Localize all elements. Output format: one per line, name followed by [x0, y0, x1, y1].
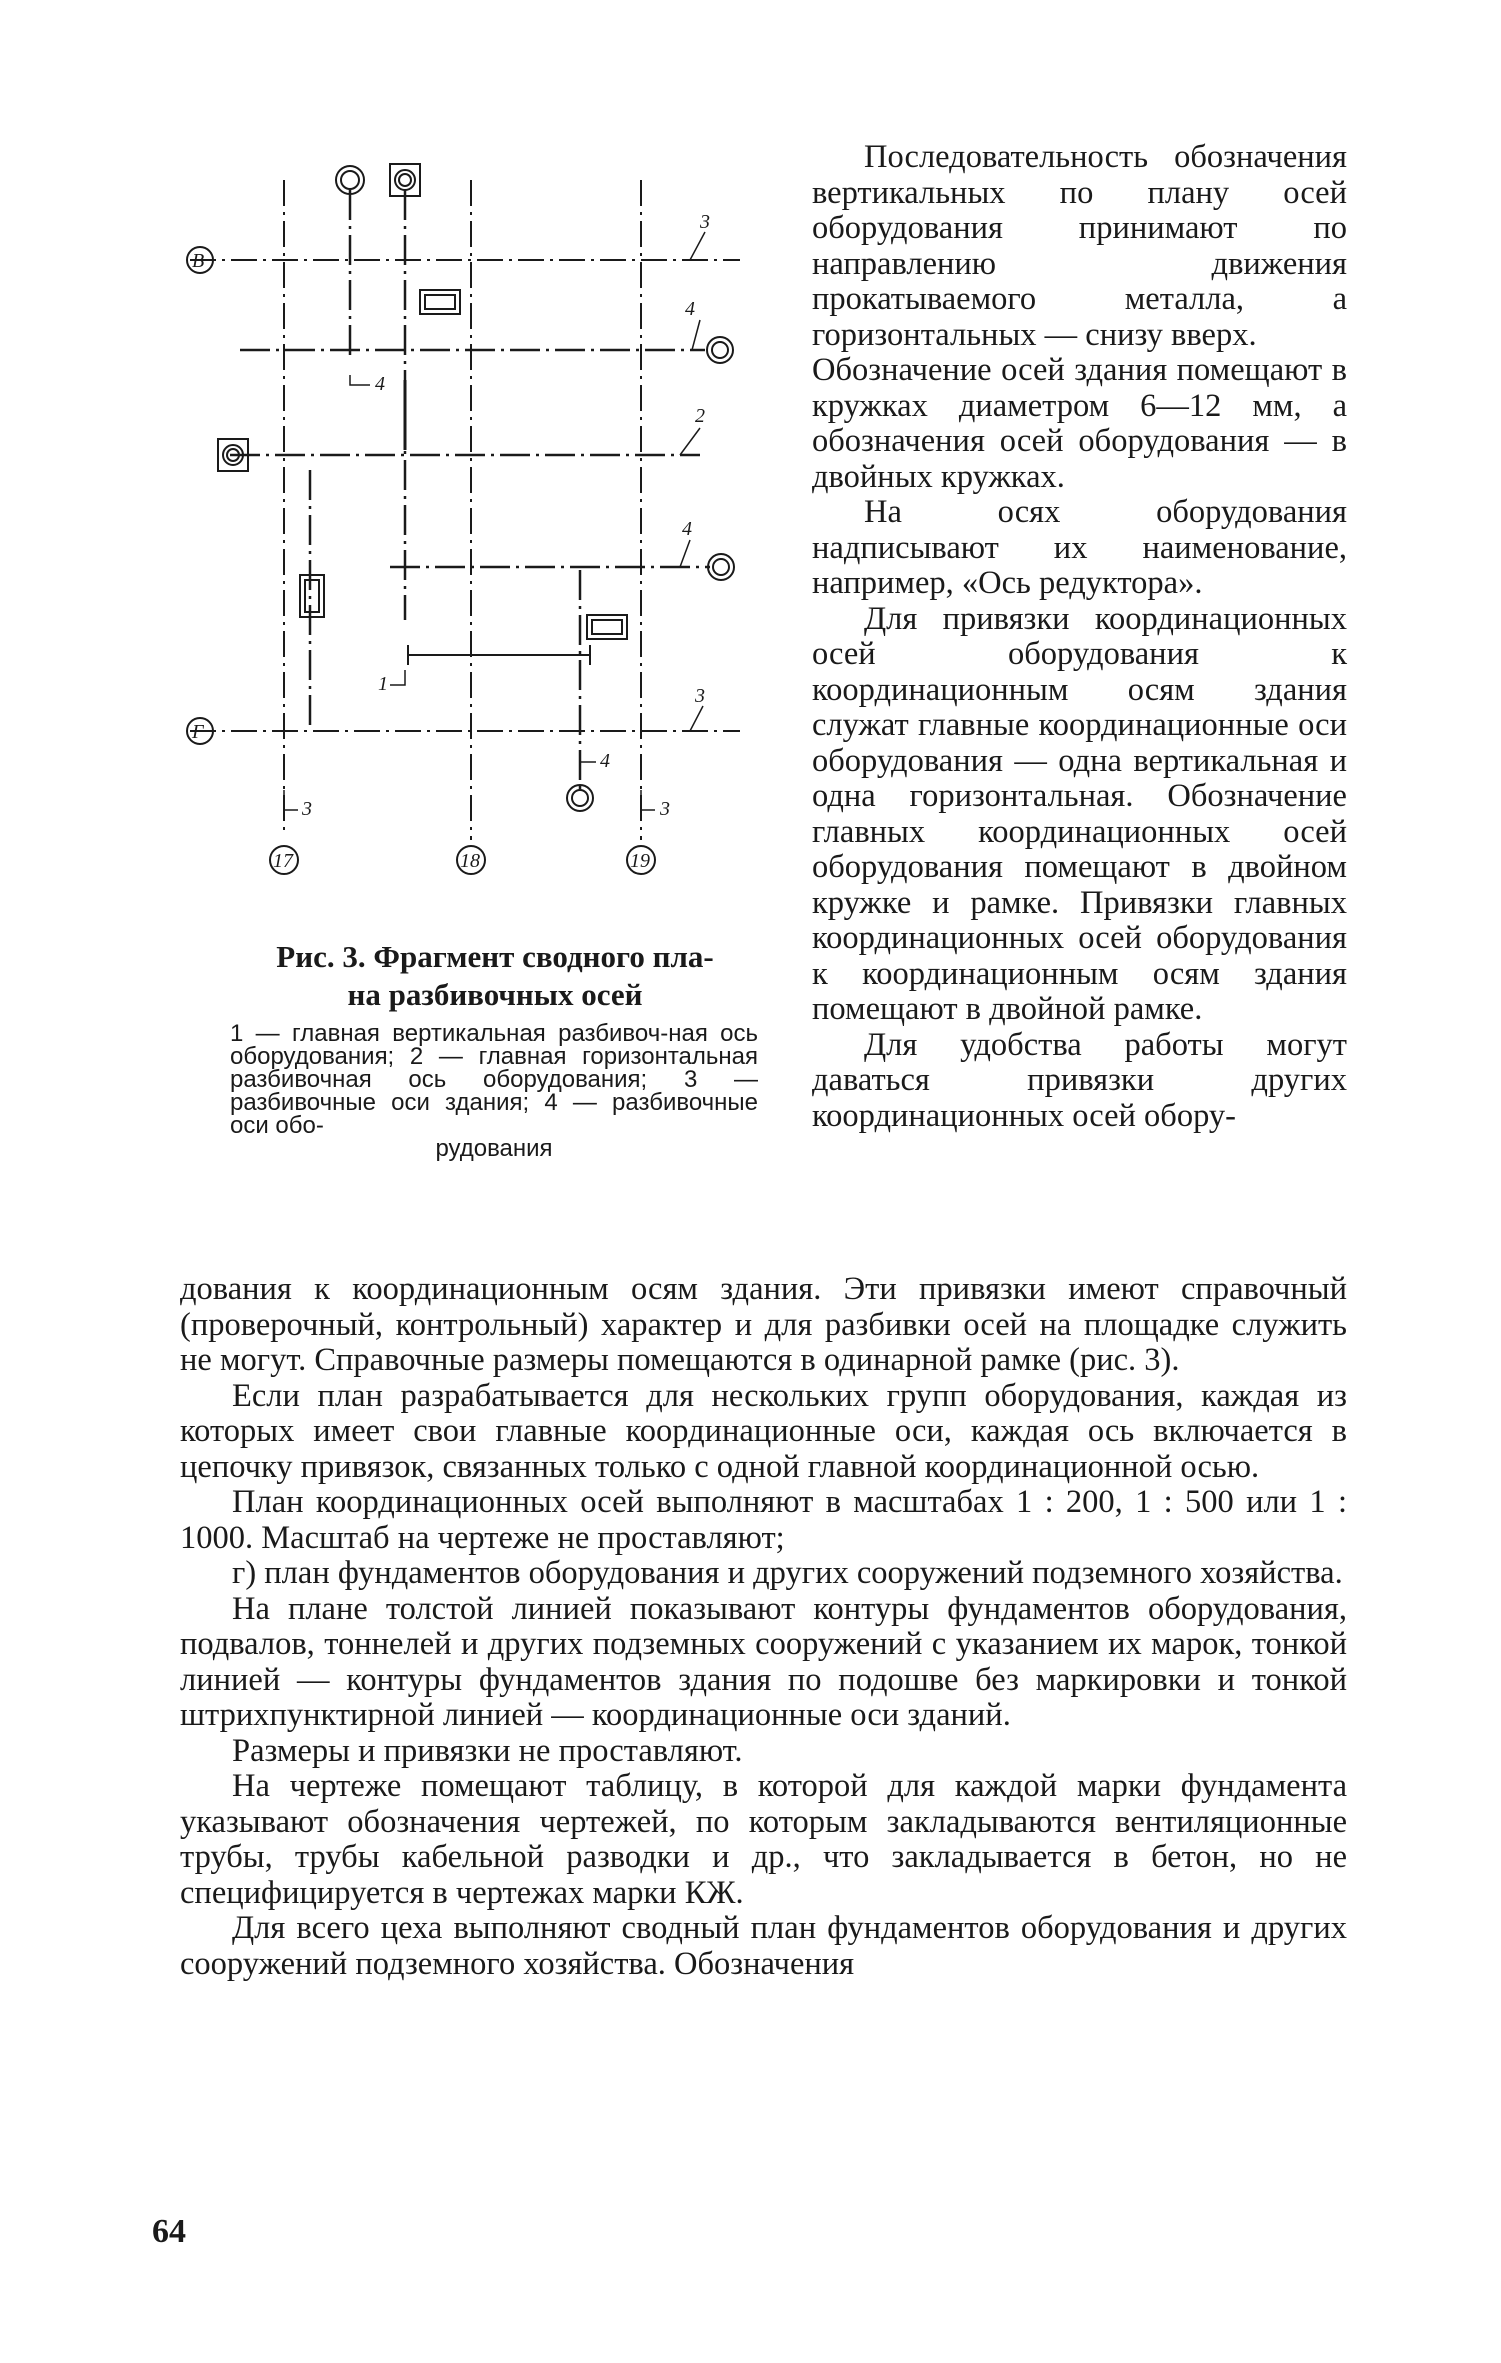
paragraph: Для привязки координационных осей оборудования к координационным осям здания служат главные координационные оси оборудования — одна вертикальная и одна горизонтальная. Обозначение главных координационных осей оборудования помещают в двойном кружке и рамке. Привязки главных координационных осей оборудования к координационным осям здания помещают в двойной рамке. — [812, 600, 1347, 1027]
label-3-bottom-right: 3 — [660, 798, 670, 820]
page-number: 64 — [152, 2213, 186, 2250]
main-text — [180, 1272, 1347, 1982]
label-axis-g: Г — [192, 721, 204, 743]
paragraph: План координационных осей выполняют в масштабах 1 : 200, 1 : 500 или 1 : 1000. Масштаб на чертеже не проставляют; — [180, 1484, 1347, 1556]
paragraph: Если план разрабатывается для нескольких групп оборудования, каждая из которых имеет свои главные координационные оси, каждая ось включается в цепочку привязок, связанных только с одной главной координационной осью. — [180, 1377, 1347, 1485]
figure-legend — [230, 1022, 758, 1160]
figure-labels — [191, 211, 710, 872]
label-2: 2 — [695, 405, 705, 427]
label-4-top: 4 — [685, 298, 695, 320]
label-3-top: 3 — [700, 211, 710, 233]
label-1: 1 — [378, 673, 388, 695]
label-3-bottom-left: 3 — [302, 798, 312, 820]
paragraph: На осях оборудования надписывают их наименование, например, «Ось редуктора». — [812, 494, 1347, 601]
figure-caption-title — [225, 938, 765, 1014]
dimension-lines — [405, 380, 590, 665]
paragraph: Последовательность обозначения вертикальных по плану осей оборудования принимают по направлению движения прокатываемого металла, а горизонтальных — снизу вверх. — [812, 139, 1347, 353]
equip-circle-right-b — [708, 554, 734, 580]
figure-axis-plan — [180, 150, 780, 910]
paragraph: г) план фундаментов оборудования и других сооружений подземного хозяйства. — [232, 1555, 1343, 1591]
equipment-markers — [218, 164, 734, 811]
figure-title-line-1: Рис. 3. Фрагмент сводного пла- — [276, 939, 714, 974]
label-axis-18: 18 — [460, 850, 480, 872]
label-4-bottom: 4 — [600, 750, 610, 772]
figure-title-line-2: на разбивочных осей — [347, 977, 643, 1012]
right-column-text — [812, 140, 1347, 1134]
building-axes — [190, 180, 740, 840]
axis-plan-drawing — [180, 150, 780, 910]
paragraph: дования к координационным осям здания. Эти привязки имеют справочный (проверочный, контрольный) характер и для разбивки осей на площадке служить не могут. Справочные размеры помещаются в одинарной рамке (рис. 3). — [180, 1271, 1347, 1378]
figure-legend-last-line: рудования — [435, 1135, 553, 1162]
equip-circle-right-a — [707, 337, 733, 363]
figure-legend-text: 1 — главная вертикальная разбивоч-ная ось оборудования; 2 — главная горизонтальная разбивочная ось оборудования; 3 — разбивочные оси здания; 4 — разбивочные оси обо- — [230, 1020, 758, 1139]
label-axis-19: 19 — [630, 850, 650, 872]
label-axis-17: 17 — [273, 850, 293, 872]
label-3-right: 3 — [695, 685, 705, 707]
label-4-right: 4 — [682, 518, 692, 540]
paragraph: Для всего цеха выполняют сводный план фундаментов оборудования и других сооружений подземного хозяйства. Обозначения — [180, 1910, 1347, 1982]
paragraph: На чертеже помещают таблицу, в которой для каждой марки фундамента указывают обозначения чертежей, по которым закладываются вентиляционные трубы, трубы кабельной разводки и др., что закладывается в бетон, но не специфицируется в чертежах марки КЖ. — [180, 1768, 1347, 1911]
paragraph: Для удобства работы могут даваться привязки других координационных осей обору- — [812, 1026, 1347, 1134]
paragraph: На плане толстой линией показывают контуры фундаментов оборудования, подвалов, тоннелей и других подземных сооружений с указанием их марок, тонкой линией — контуры фундаментов здания по подошве без маркировки и тонкой штрихпунктирной линией — координационные оси зданий. — [180, 1590, 1347, 1733]
reference-frame-c — [300, 575, 324, 617]
label-axis-v: В — [192, 250, 205, 272]
paragraph: Обозначение осей здания помещают в кружках диаметром 6—12 мм, а обозначения осей оборудования — в двойных кружках. — [812, 352, 1347, 495]
label-4-left: 4 — [375, 373, 385, 395]
building-axis-markers — [187, 247, 655, 874]
paragraph: Размеры и привязки не проставляют. — [232, 1732, 743, 1769]
